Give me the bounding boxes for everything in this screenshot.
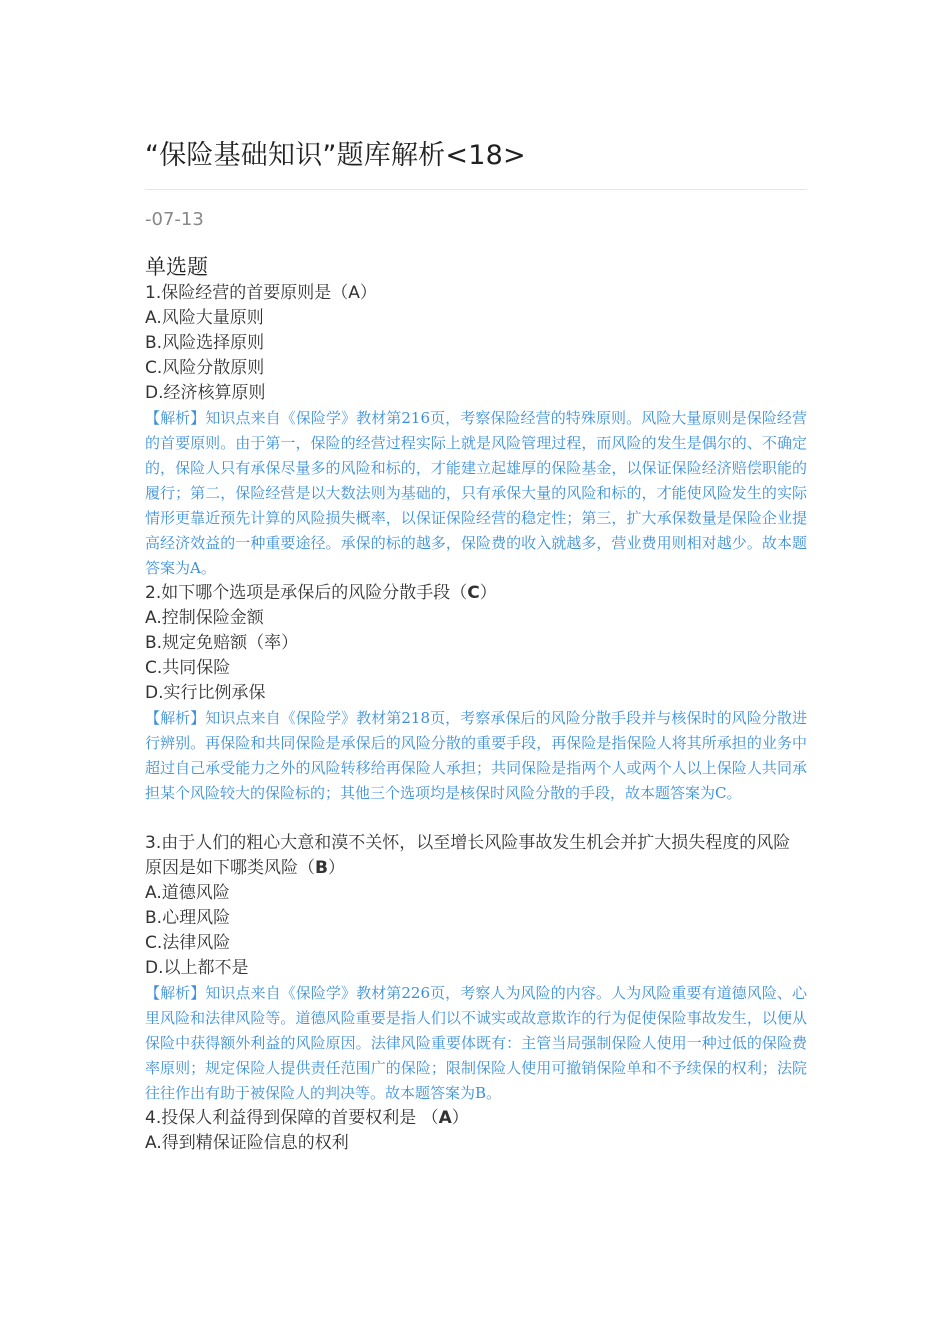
explanation: 【解析】知识点来自《保险学》教材第226页，考察人为风险的内容。人为风险重要有道德风险、心里风险和法律风险等。道德风险重要是指人们以不诚实或故意欺诈的行为促使保险事故发生，以便从保险中获得额外利益的风险原因。法律风险重要体既有：主管当局强制保险人使用一种过低的保险费率原则；规定保险人提供责任范围广的保险；限制保险人使用可撤销保险单和不予续保的权利；法院往往作出有助于被保险人的判决等。故本题答案为B。: [145, 984, 807, 1102]
option-a: A.风险大量原则: [145, 308, 264, 328]
option-a: A.控制保险金额: [145, 608, 264, 628]
option-b: B.风险选择原则: [145, 333, 265, 353]
answer-letter: A: [348, 283, 360, 303]
question-stem: 4.投保人利益得到保障的首要权利是 （A）: [145, 1108, 469, 1128]
section-title: 单选题: [145, 255, 208, 279]
answer-letter: A: [438, 1108, 452, 1128]
option-b: B.规定免赔额（率）: [145, 633, 299, 653]
question-stem: 1.保险经营的首要原则是（A）: [145, 283, 377, 303]
option-d: D.实行比例承保: [145, 683, 266, 703]
article-body: [145, 252, 807, 1156]
question-4: [145, 1106, 807, 1156]
option-a: A.道德风险: [145, 883, 230, 903]
option-d: D.经济核算原则: [145, 383, 266, 403]
explanation: 【解析】知识点来自《保险学》教材第218页，考察承保后的风险分散手段并与核保时的风险分散进行辨别。再保险和共同保险是承保后的风险分散的重要手段，再保险是指保险人将其所承担的业务中超过自己承受能力之外的风险转移给再保险人承担；共同保险是指两个人或两个人以上保险人共同承担某个风险较大的保险标的；其他三个选项均是核保时风险分散的手段，故本题答案为C。: [145, 709, 807, 802]
option-d: D.以上都不是: [145, 958, 249, 978]
option-c: C.共同保险: [145, 658, 231, 678]
explanation-label: 【解析】: [145, 709, 206, 727]
explanation-label: 【解析】: [145, 984, 206, 1002]
question-2: [145, 581, 807, 806]
option-a: A.得到精保证险信息的权利: [145, 1133, 349, 1153]
title-divider: [145, 189, 807, 190]
question-1: [145, 281, 807, 581]
page-title: “保险基础知识”题库解析<18>: [145, 140, 526, 171]
publish-date: -07-13: [145, 209, 204, 230]
answer-letter: B: [315, 858, 328, 878]
answer-letter: C: [467, 583, 480, 603]
explanation: 【解析】知识点来自《保险学》教材第216页，考察保险经营的特殊原则。风险大量原则是保险经营的首要原则。由于第一，保险的经营过程实际上就是风险管理过程，而风险的发生是偶尔的、不确定的，保险人只有承保尽量多的风险和标的，才能建立起雄厚的保险基金，以保证保险经济赔偿职能的履行；第二，保险经营是以大数法则为基础的，只有承保大量的风险和标的，才能使风险发生的实际情形更靠近预先计算的风险损失概率，以保证保险经营的稳定性；第三，扩大承保数量是保险企业提高经济效益的一种重要途径。承保的标的越多，保险费的收入就越多，营业费用则相对越少。故本题答案为A。: [145, 409, 807, 577]
question-stem: 3.由于人们的粗心大意和漠不关怀，以至增长风险事故发生机会并扩大损失程度的风险原因是如下哪类风险（B）: [145, 833, 791, 878]
question-stem: 2.如下哪个选项是承保后的风险分散手段（C）: [145, 583, 497, 603]
explanation-label: 【解析】: [145, 409, 206, 427]
option-c: C.风险分散原则: [145, 358, 265, 378]
question-3: [145, 831, 807, 1106]
paragraph-gap: [145, 806, 807, 831]
option-b: B.心理风险: [145, 908, 231, 928]
option-c: C.法律风险: [145, 933, 231, 953]
